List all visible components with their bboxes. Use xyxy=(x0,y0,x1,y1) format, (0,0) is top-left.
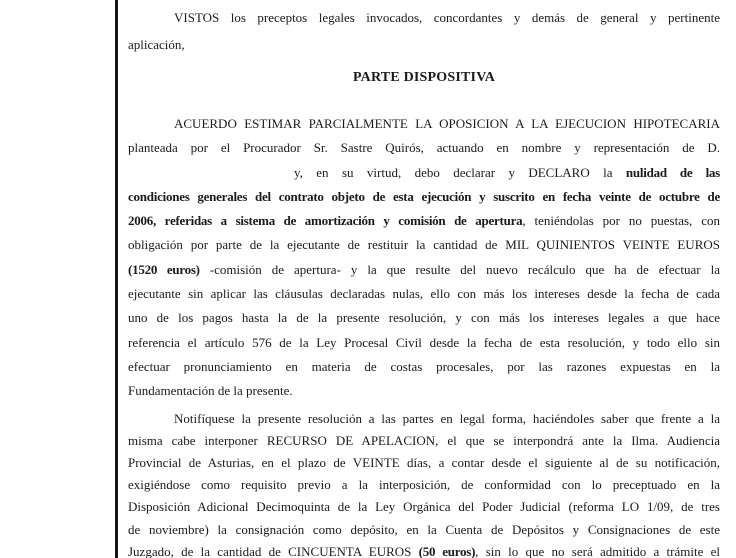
text-line xyxy=(128,541,720,558)
text-line xyxy=(128,519,720,541)
text-segment: ejecutante sin aplicar las cláusulas declaradas nulas, ello con más los intereses desde la fecha de cada xyxy=(128,286,720,302)
text-line xyxy=(128,408,720,430)
text-segment: -comisión de apertura- y la que resulte del nuevo recálculo que ha de efectuar la xyxy=(199,261,720,277)
text-line xyxy=(128,282,720,306)
text-segment: nulidad de las xyxy=(625,164,720,180)
text-segment: , teniéndolas por no puestas, con xyxy=(522,213,720,229)
paragraph-acuerdo xyxy=(128,112,720,404)
text-line xyxy=(128,31,720,58)
text-segment: condiciones generales del contrato objeto de esta ejecución y suscrito en fecha veinte de octubre de xyxy=(128,188,720,204)
text-line xyxy=(128,331,720,355)
text-segment: efectuar pronunciamiento en materia de costas procesales, por las razones expuestas en la xyxy=(128,358,720,374)
text-line xyxy=(128,112,720,136)
section-heading-parte-dispositiva: PARTE DISPOSITIVA xyxy=(352,70,496,85)
text-segment: Fundamentación de la presente. xyxy=(128,383,293,399)
left-margin-rule xyxy=(115,0,118,558)
text-line xyxy=(128,161,720,185)
text-segment: ACUERDO ESTIMAR PARCIALMENTE LA OPOSICION A LA EJECUCION HIPOTECARIA xyxy=(174,116,720,131)
text-segment: Provincial de Asturias, en el plazo de VEINTE días, a contar desde el siguiente al de su notificación, xyxy=(128,454,720,470)
text-segment: (50 euros) xyxy=(418,543,476,558)
text-segment: (1520 euros) xyxy=(128,261,200,277)
text-line xyxy=(128,4,720,31)
text-line xyxy=(128,306,720,330)
text-segment: Disposición Adicional Decimoquinta de la Ley Orgánica del Poder Judicial (reforma LO 1/09, de tres xyxy=(128,499,720,515)
text-segment: planteada por el Procurador Sr. Sastre Quirós, actuando en nombre y representación de D. xyxy=(128,140,720,156)
text-segment: de noviembre) la consignación como depósito, en la Cuenta de Depósitos y Consignaciones de este xyxy=(128,521,720,537)
text-line xyxy=(128,452,720,474)
text-segment: VISTOS los preceptos legales invocados, concordantes y demás de general y pertinente xyxy=(174,10,720,25)
text-line xyxy=(128,233,720,257)
text-line xyxy=(128,136,720,160)
text-line xyxy=(128,430,720,452)
text-segment: referencia el artículo 576 de la Ley Procesal Civil desde la fecha de esta resolución, y todo ello sin xyxy=(128,334,720,350)
text-line xyxy=(128,474,720,496)
text-segment: aplicación, xyxy=(128,37,185,52)
text-segment: Notifíquese la presente resolución a las partes en legal forma, haciéndoles saber que frente a la xyxy=(174,410,720,426)
text-line xyxy=(128,209,720,233)
text-line xyxy=(128,258,720,282)
text-segment: Juzgado, de la cantidad de CINCUENTA EUROS xyxy=(128,543,419,558)
text-segment: y, en su virtud, debo declarar y DECLARO la xyxy=(294,164,626,180)
text-line xyxy=(128,379,720,403)
text-segment: uno de los pagos hasta la de la presente resolución, y con más los intereses legales a que hace xyxy=(128,310,720,326)
text-line xyxy=(128,496,720,518)
text-segment: obligación por parte de la ejecutante de restituir la cantidad de MIL QUINIENTOS VEINTE EUROS xyxy=(128,237,720,253)
text-segment: 2006, referidas a sistema de amortización y comisión de apertura xyxy=(128,213,523,229)
redacted-name-gap xyxy=(128,176,294,177)
text-segment: , sin lo que no será admitido a trámite el xyxy=(475,543,720,558)
paragraph-notifiquese xyxy=(128,408,720,558)
text-segment: exigiéndose como requisito previo a la interposición, de conformidad con lo preceptuado en la xyxy=(128,477,720,493)
text-segment: misma cabe interponer RECURSO DE APELACION, el que se interpondrá ante la Ilma. Audiencia xyxy=(128,432,720,448)
text-line xyxy=(128,185,720,209)
text-column xyxy=(128,0,720,558)
text-line xyxy=(128,355,720,379)
paragraph-vistos xyxy=(128,4,720,58)
